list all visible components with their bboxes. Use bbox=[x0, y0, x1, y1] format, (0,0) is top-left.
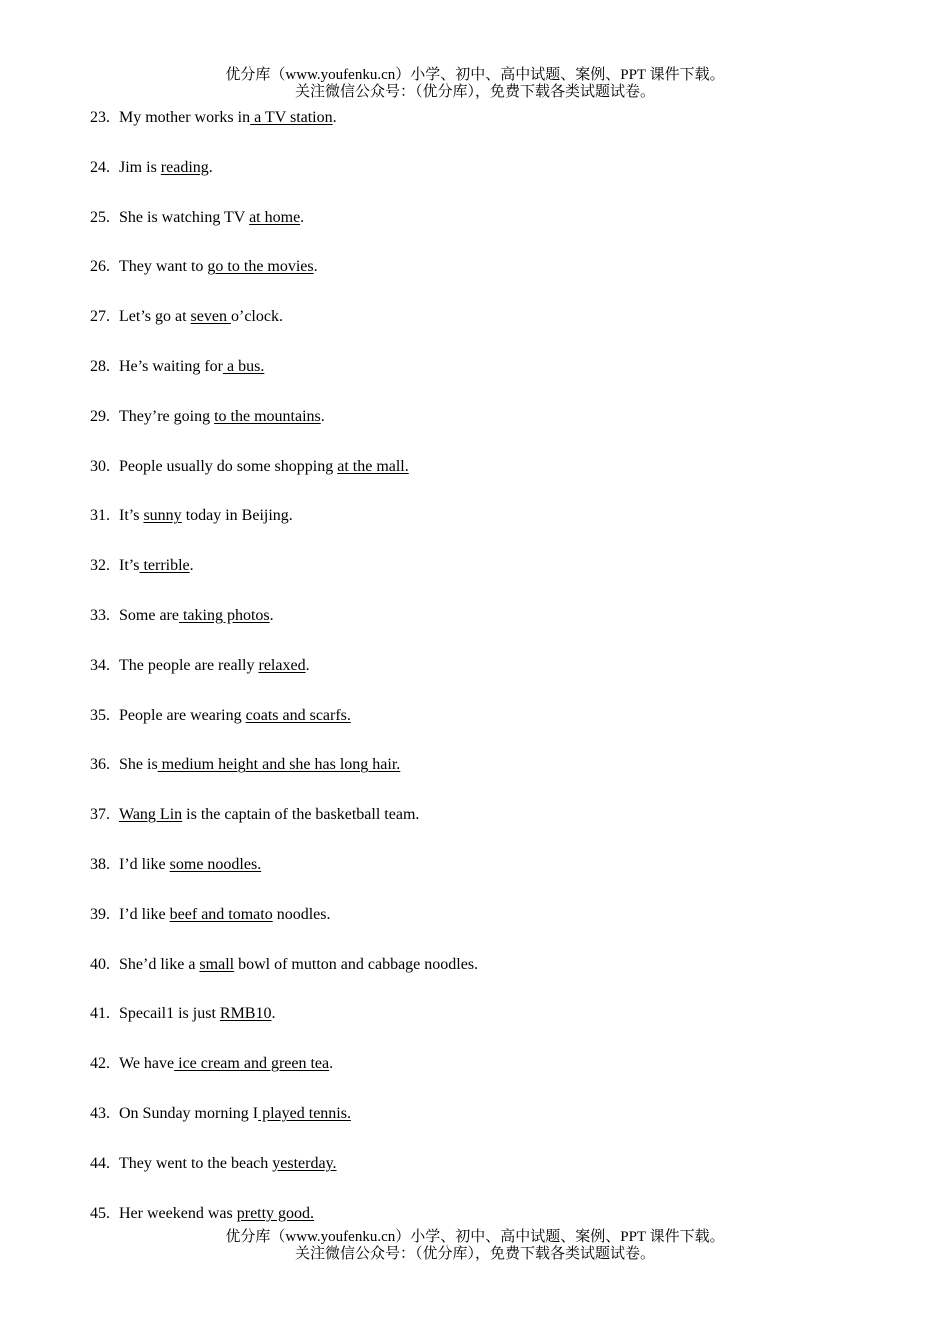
question-text-before: He’s waiting for bbox=[119, 357, 223, 375]
question-text-before: It’s bbox=[119, 507, 144, 525]
footer-banner-line-2: 关注微信公众号：（优分库），免费下载各类试题试卷。 bbox=[294, 1246, 655, 1262]
question-item bbox=[90, 556, 890, 606]
header-banner-line-2: 关注微信公众号：（优分库），免费下载各类试题试卷。 bbox=[294, 84, 655, 100]
question-item bbox=[90, 1104, 890, 1154]
question-number: 45. bbox=[90, 1204, 110, 1222]
question-number: 29. bbox=[90, 407, 110, 425]
underlined-answer: go to the movies bbox=[207, 258, 314, 276]
question-item bbox=[90, 805, 890, 855]
question-item bbox=[90, 855, 890, 905]
question-text-before: My mother works in bbox=[119, 109, 251, 126]
question-text-before: Let’s go at bbox=[119, 308, 191, 326]
question-text-before: The people are really bbox=[119, 656, 259, 674]
underlined-answer: terrible bbox=[139, 557, 190, 575]
question-number: 34. bbox=[90, 656, 110, 674]
question-item bbox=[90, 407, 890, 457]
underlined-answer: relaxed bbox=[258, 656, 306, 674]
question-number: 38. bbox=[90, 855, 110, 873]
question-text-before: She is watching TV bbox=[119, 208, 250, 226]
question-text-after: . bbox=[332, 109, 337, 126]
underlined-answer: RMB10 bbox=[219, 1005, 272, 1023]
question-number: 32. bbox=[90, 557, 110, 575]
underlined-answer: coats and scarfs. bbox=[245, 706, 351, 724]
question-text-before: Her weekend was bbox=[119, 1204, 237, 1222]
header-banner-line-1: 优分库（www.youfenku.cn）小学、初中、高中试题、案例、PPT 课件下载。 bbox=[225, 67, 725, 83]
question-list bbox=[90, 108, 890, 1253]
underlined-answer: sunny bbox=[143, 507, 182, 525]
underlined-answer: at home bbox=[249, 208, 301, 226]
question-text-after: . bbox=[208, 158, 213, 176]
question-text-before: I’d like bbox=[119, 855, 170, 873]
question-text-after: . bbox=[329, 1055, 334, 1073]
question-text-before: On Sunday morning I bbox=[119, 1104, 259, 1122]
question-text-before: They’re going bbox=[119, 407, 215, 425]
question-item bbox=[90, 208, 890, 258]
question-item bbox=[90, 108, 890, 158]
question-number: 40. bbox=[90, 955, 110, 973]
question-text-after: o’clock. bbox=[230, 308, 283, 326]
question-text-after: is the captain of the basketball team. bbox=[182, 806, 420, 824]
header-banner bbox=[0, 67, 950, 101]
question-item bbox=[90, 955, 890, 1005]
underlined-answer: Wang Lin bbox=[119, 806, 183, 824]
question-text-before: They want to bbox=[119, 258, 208, 276]
question-text-before: Specail1 is just bbox=[119, 1005, 220, 1023]
question-item bbox=[90, 506, 890, 556]
question-number: 36. bbox=[90, 756, 110, 774]
underlined-answer: pretty good. bbox=[236, 1204, 315, 1222]
question-text-after: bowl of mutton and cabbage noodles. bbox=[234, 955, 479, 973]
question-number: 24. bbox=[90, 158, 110, 176]
question-item bbox=[90, 457, 890, 507]
question-item bbox=[90, 307, 890, 357]
question-text-after: . bbox=[320, 407, 325, 425]
question-number: 27. bbox=[90, 308, 110, 326]
question-text-before: People are wearing bbox=[119, 706, 246, 724]
underlined-answer: ice cream and green tea bbox=[174, 1055, 330, 1073]
underlined-answer: seven bbox=[190, 308, 231, 326]
question-item bbox=[90, 606, 890, 656]
question-number: 28. bbox=[90, 357, 110, 375]
underlined-answer: a TV station bbox=[250, 109, 333, 126]
question-text-after: . bbox=[271, 1005, 276, 1023]
underlined-answer: played tennis. bbox=[258, 1104, 351, 1122]
question-item bbox=[90, 656, 890, 706]
underlined-answer: yesterday. bbox=[272, 1154, 337, 1172]
question-text-before: She’d like a bbox=[119, 955, 200, 973]
underlined-answer: some noodles. bbox=[169, 855, 262, 873]
question-item bbox=[90, 905, 890, 955]
question-text-after: noodles. bbox=[272, 905, 331, 923]
question-item bbox=[90, 357, 890, 407]
question-text-before: Some are bbox=[119, 606, 179, 624]
question-text-before: People usually do some shopping bbox=[119, 457, 338, 475]
question-text-after: . bbox=[313, 258, 318, 276]
question-text-before: It’s bbox=[119, 557, 140, 575]
question-number: 35. bbox=[90, 706, 110, 724]
question-number: 44. bbox=[90, 1154, 110, 1172]
question-item bbox=[90, 755, 890, 805]
question-number: 39. bbox=[90, 905, 110, 923]
question-number: 25. bbox=[90, 208, 110, 226]
footer-banner bbox=[0, 1229, 950, 1263]
question-text-before: We have bbox=[119, 1055, 175, 1073]
question-text-before: Jim is bbox=[119, 158, 161, 176]
question-number: 37. bbox=[90, 806, 110, 824]
underlined-answer: at the mall. bbox=[337, 457, 409, 475]
underlined-answer: taking photos bbox=[178, 606, 270, 624]
question-number: 30. bbox=[90, 457, 110, 475]
question-text-after: today in Beijing. bbox=[181, 507, 293, 525]
question-item bbox=[90, 1054, 890, 1104]
question-item bbox=[90, 158, 890, 208]
question-item bbox=[90, 706, 890, 756]
question-text-before: I’d like bbox=[119, 905, 170, 923]
question-text-after: . bbox=[189, 557, 194, 575]
question-number: 42. bbox=[90, 1055, 110, 1073]
underlined-answer: reading bbox=[160, 158, 209, 176]
underlined-answer: small bbox=[199, 955, 235, 973]
question-text-after: . bbox=[305, 656, 310, 674]
question-number: 43. bbox=[90, 1104, 110, 1122]
question-text-after: . bbox=[269, 606, 274, 624]
underlined-answer: beef and tomato bbox=[169, 905, 273, 923]
question-text-before: They went to the beach bbox=[119, 1154, 273, 1172]
underlined-answer: a bus. bbox=[222, 357, 265, 375]
question-text-after: . bbox=[300, 208, 305, 226]
question-number: 31. bbox=[90, 507, 110, 525]
question-number: 33. bbox=[90, 606, 110, 624]
underlined-answer: to the mountains bbox=[214, 407, 321, 425]
question-number: 23. bbox=[90, 109, 110, 126]
question-number: 26. bbox=[90, 258, 110, 276]
question-number: 41. bbox=[90, 1005, 110, 1023]
question-item bbox=[90, 257, 890, 307]
question-text-before: She is bbox=[119, 756, 158, 774]
question-item bbox=[90, 1004, 890, 1054]
underlined-answer: medium height and she has long hair. bbox=[157, 756, 401, 774]
question-item bbox=[90, 1154, 890, 1204]
footer-banner-line-1: 优分库（www.youfenku.cn）小学、初中、高中试题、案例、PPT 课件下载。 bbox=[225, 1229, 725, 1245]
